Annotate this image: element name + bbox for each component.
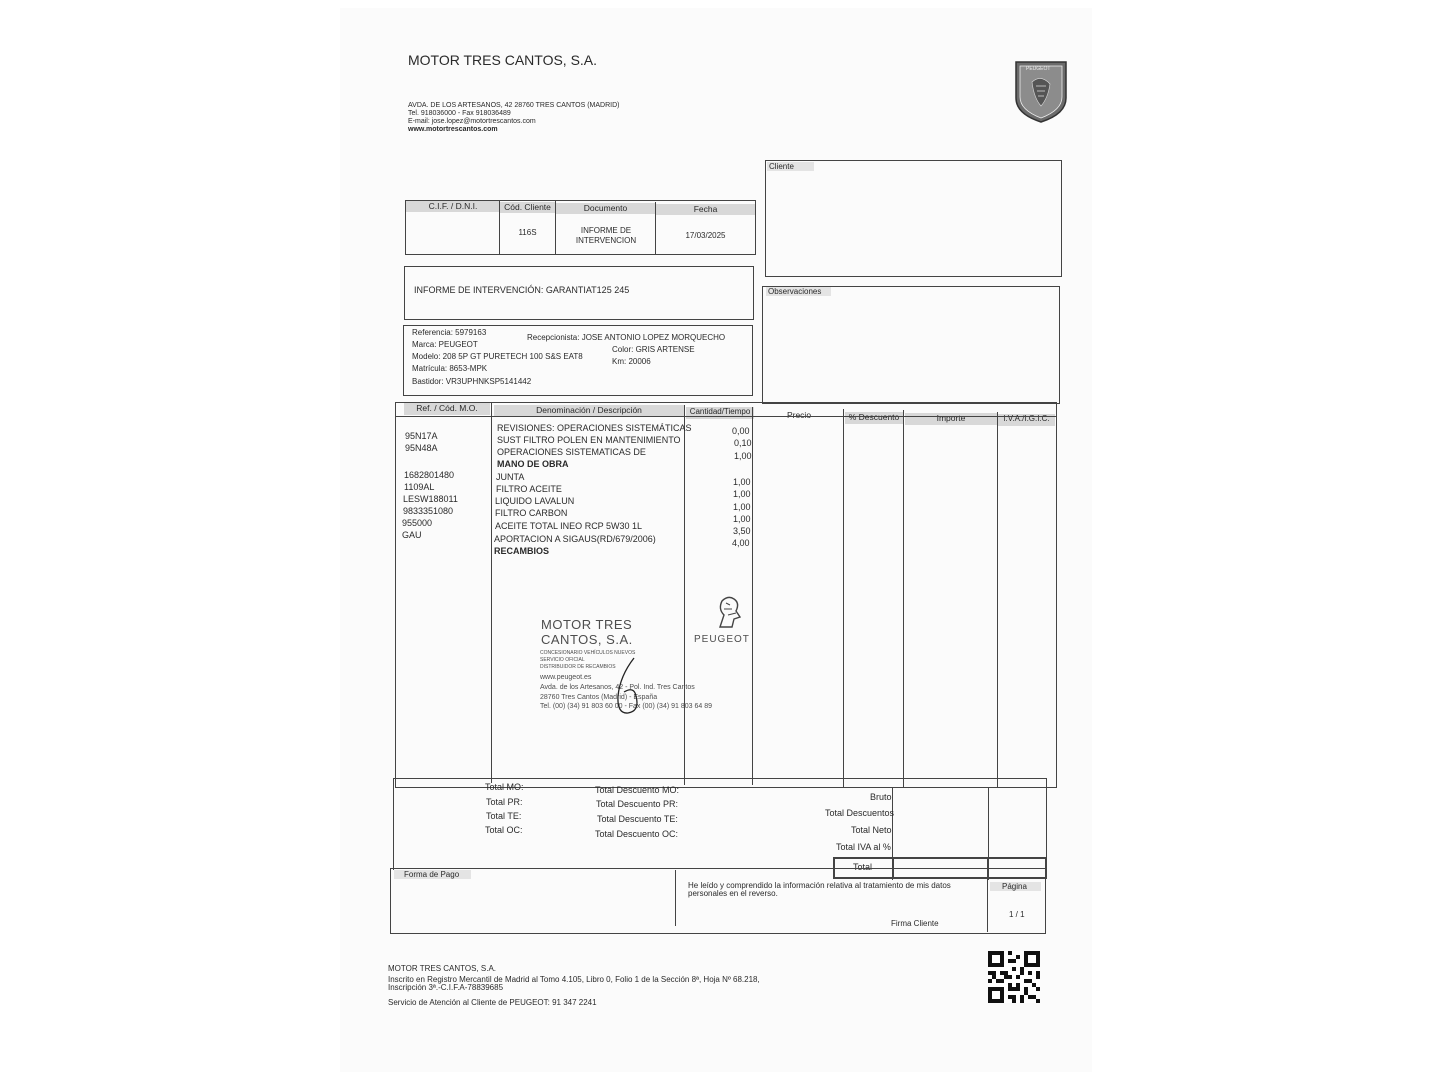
header-codcliente-value: 116S [518,228,537,237]
stamp-name-line2: CANTOS, S.A. [541,632,633,647]
header-documento-label: Documento [556,203,655,214]
ref-cell: 1682801480 [404,470,455,480]
stamp-address: Avda. de los Artesanos, 42 - Pol. Ind. Tres Cantos [540,684,695,691]
pagina-label: Página [990,882,1041,891]
summary-label: Bruto [870,792,892,802]
total-discount-label: Total Descuento OC: [595,829,679,839]
company-name: MOTOR TRES CANTOS, S.A. [408,52,598,68]
legal-text-line2: personales en el reverso. [688,889,778,898]
header-fecha-value: 17/03/2025 [685,231,726,240]
quantity-cell: 1,00 [734,451,752,461]
firma-cliente-label: Firma Cliente [891,919,939,928]
stamp-line3: DISTRIBUIDOR DE RECAMBIOS [540,664,616,670]
header-documento-value: INFORME DE INTERVENCION [575,226,637,245]
description-cell: REVISIONES: OPERACIONES SISTEMÁTICAS [497,423,692,433]
peugeot-shield-logo [1012,58,1070,124]
company-web: www.motortrescantos.com [408,126,498,133]
col-descuento-header: % Descuento [845,412,903,424]
ref-cell: 9833351080 [403,506,454,516]
ref-cell: 95N48A [405,443,438,453]
total-label: Total MO: [485,782,524,792]
registry-service: Servicio de Atención al Cliente de PEUGEOT: 91 347 2241 [388,998,597,1007]
quantity-cell: 1,00 [733,502,751,512]
total-discount-label: Total Descuento MO: [595,785,680,795]
qr-code [988,951,1040,1003]
ref-cell: GAU [402,530,422,540]
vehicle-modelo: Modelo: 208 5P GT PURETECH 100 S&S EAT8 [412,352,583,361]
ref-cell: 1109AL [404,482,435,492]
stamp-name-line1: MOTOR TRES [541,617,633,632]
company-address: AVDA. DE LOS ARTESANOS, 42 28760 TRES CANTOS (MADRID) [408,102,620,109]
vehicle-recepcionista: Recepcionista: JOSE ANTONIO LOPEZ MORQUECHO [527,333,726,342]
cliente-box [765,160,1062,277]
quantity-cell: 0,10 [734,438,752,448]
description-cell: SUST FILTRO POLEN EN MANTENIMIENTO [497,435,681,445]
summary-label: Total Neto [851,825,892,835]
description-cell: FILTRO ACEITE [496,484,562,494]
vehicle-bastidor: Bastidor: VR3UPHNKSP5141442 [412,377,532,386]
description-cell: JUNTA [496,472,525,482]
total-discount-label: Total Descuento TE: [597,814,678,824]
ref-cell: 955000 [402,518,433,528]
stamp-line1: CONCESIONARIO VEHÍCULOS NUEVOS [540,650,636,656]
stamp-phones: Tel. (00) (34) 91 803 60 00 - Fax (00) (34) 91 803 64 89 [540,703,712,710]
total-discount-label: Total Descuento PR: [596,799,679,809]
header-fecha-label: Fecha [656,204,755,215]
description-cell: OPERACIONES SISTEMATICAS DE [497,447,646,457]
vehicle-color: Color: GRIS ARTENSE [612,345,695,354]
observaciones-box [762,286,1060,404]
registry-cif: Inscripción 3ª.-C.I.F.A-78839685 [388,983,504,992]
legal-text-line1: He leído y comprendido la información relativa al tratamiento de mis datos [688,881,951,890]
col-qty-header: Cantidad/Tiempo [686,407,754,419]
forma-pago-label: Forma de Pago [394,870,471,879]
quantity-cell: 1,00 [733,514,751,524]
quantity-cell: 1,00 [733,489,751,499]
col-desc-header: Denominación / Descripción [494,405,684,417]
total-label-final: Total [853,862,873,872]
vehicle-marca: Marca: PEUGEOT [412,340,478,349]
summary-label: Total Descuentos [825,808,895,818]
col-ref-header: Ref. / Cód. M.O. [404,403,490,415]
description-cell: LIQUIDO LAVALUN [495,496,575,506]
quantity-cell: 0,00 [732,426,750,436]
stamp-web: www.peugeot.es [540,674,592,681]
description-cell: ACEITE TOTAL INEO RCP 5W30 1L [495,521,643,531]
stamp-brand: PEUGEOT [694,634,750,645]
ref-cell: 95N17A [405,431,438,441]
observaciones-label: Observaciones [766,287,831,296]
col-iva-header: I.V.A./I.G.I.C. [998,414,1055,426]
company-email: E-mail: jose.lopez@motortrescantos.com [408,118,536,125]
vehicle-referencia: Referencia: 5979163 [412,328,487,337]
quantity-cell: 4,00 [732,538,750,548]
col-importe-header: Importe [905,413,997,425]
quantity-cell: 3,50 [733,526,751,536]
description-cell: RECAMBIOS [494,546,550,556]
pagina-value: 1 / 1 [1009,910,1025,919]
company-phone: Tel. 918036000 - Fax 918036489 [408,110,511,117]
header-codcliente-label: Cód. Cliente [500,202,555,213]
stamp-city: 28760 Tres Cantos (Madrid) - España [540,694,658,701]
description-cell: APORTACION A SIGAUS(RD/679/2006) [494,534,656,544]
ref-cell: LESW188011 [403,494,458,504]
peugeot-lion-icon [708,593,748,631]
vehicle-matricula: Matrícula: 8653-MPK [412,364,488,373]
stamp-line2: SERVICIO OFICIAL [540,657,585,663]
total-label: Total TE: [486,811,522,821]
cliente-label: Cliente [767,162,814,171]
col-precio-header: Precio [786,410,812,420]
total-label: Total PR: [486,797,523,807]
description-cell: MANO DE OBRA [497,459,569,469]
registry-company: MOTOR TRES CANTOS, S.A. [388,964,497,973]
signature-scribble [604,656,654,718]
description-cell: FILTRO CARBON [495,508,568,518]
vehicle-km: Km: 20006 [612,357,651,366]
informe-line: INFORME DE INTERVENCIÓN: GARANTIAT125 245 [414,285,630,295]
header-cif-label: C.I.F. / D.N.I. [406,201,500,212]
footer-box [390,868,1046,934]
peugeot-logo-text: PEUGEOT [1026,66,1051,72]
summary-label: Total IVA al % [836,842,891,852]
total-label: Total OC: [485,825,523,835]
registry-inscription: Inscrito en Registro Mercantil de Madrid al Tomo 4.105, Libro 0, Folio 1 de la Sección 8ª, Hoja Nº 68.218, [388,975,760,984]
quantity-cell: 1,00 [733,477,751,487]
